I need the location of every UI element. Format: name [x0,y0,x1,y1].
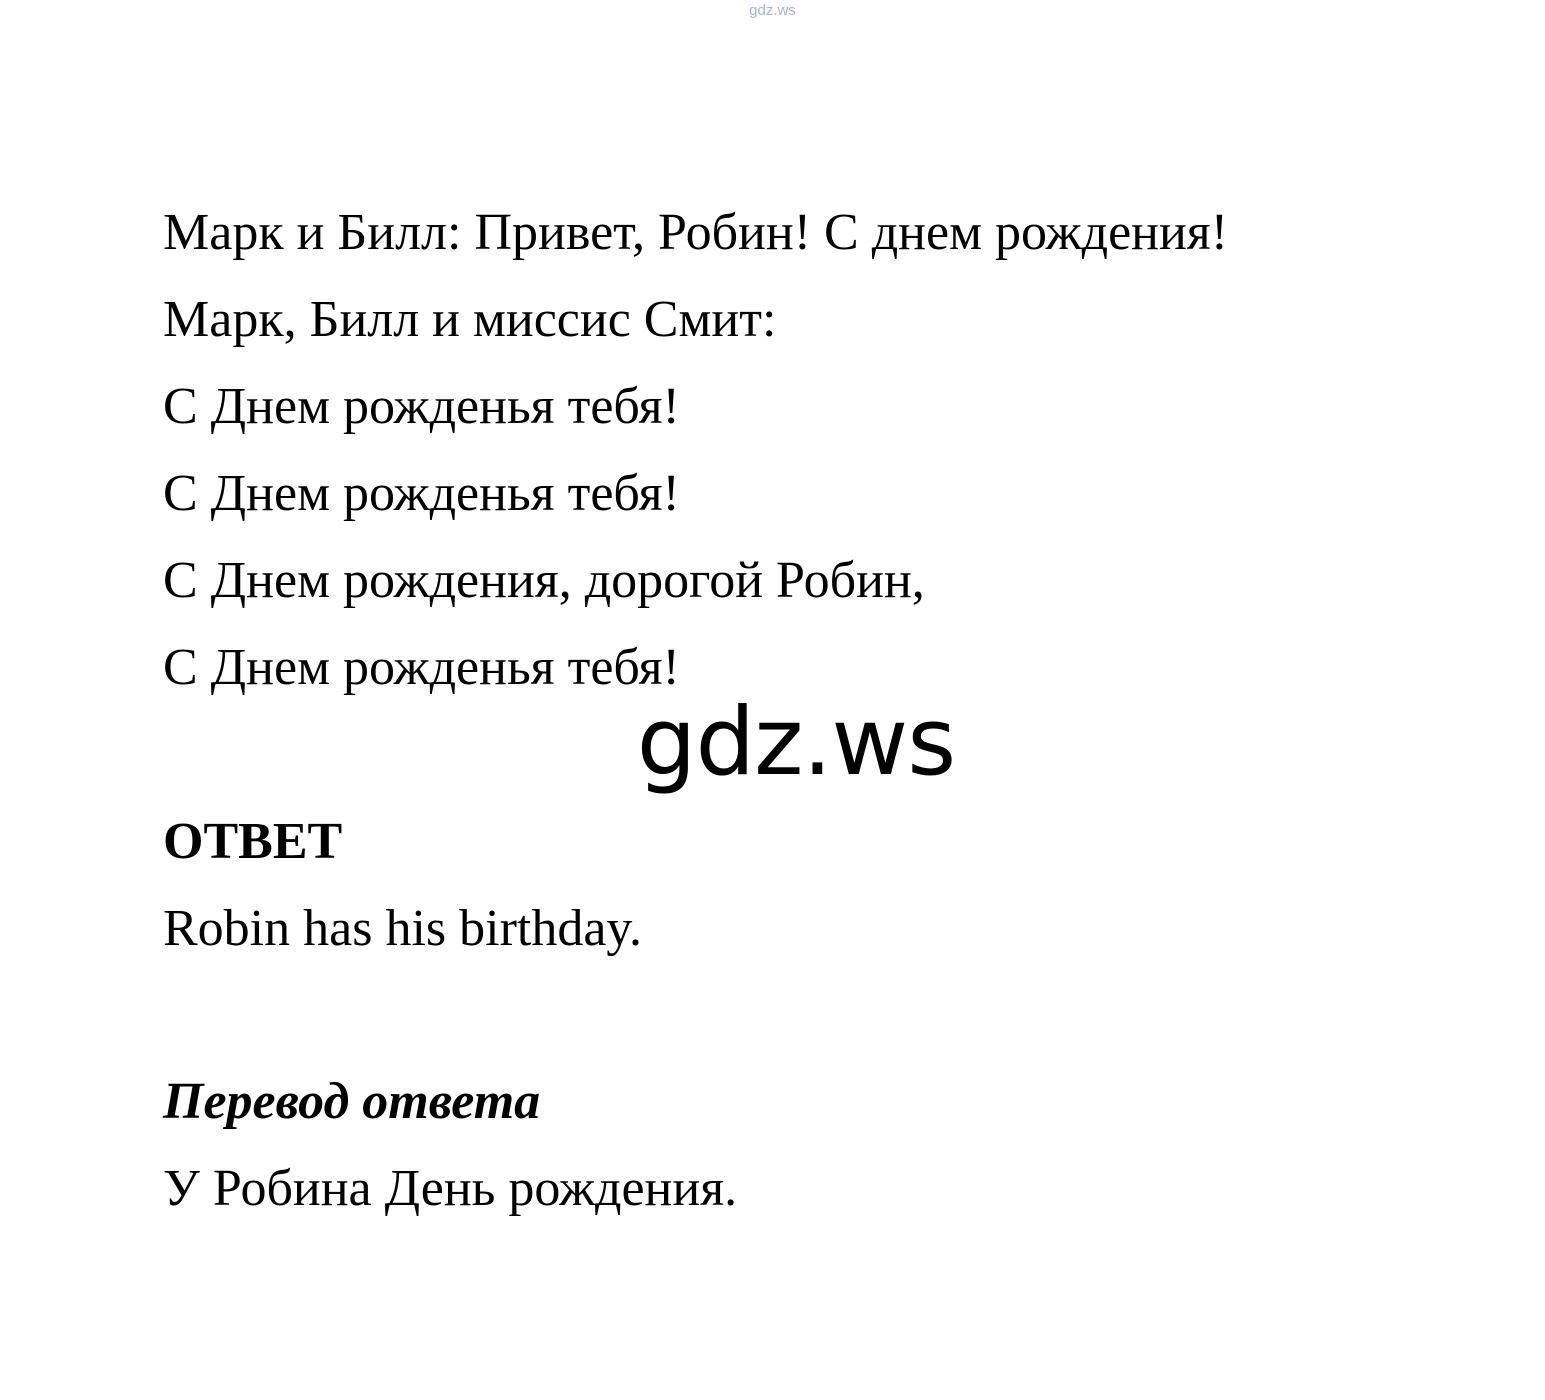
answer-text: Robin has his birthday. [163,900,643,957]
translation-text: У Робина День рождения. [163,1160,738,1217]
center-watermark: gdz.ws [636,688,956,797]
song-line-1: С Днем рожденья тебя! [163,378,680,435]
dialogue-line-2: Марк, Билл и миссис Смит: [163,291,777,348]
song-line-3: С Днем рождения, дорогой Робин, [163,552,925,609]
dialogue-line-1: Марк и Билл: Привет, Робин! С днем рождения! [163,204,1229,261]
translation-heading: Перевод ответа [163,1073,541,1130]
top-watermark: gdz.ws [749,2,796,19]
song-line-4: С Днем рожденья тебя! [163,639,680,696]
answer-heading: ОТВЕТ [163,813,343,870]
song-line-2: С Днем рожденья тебя! [163,465,680,522]
